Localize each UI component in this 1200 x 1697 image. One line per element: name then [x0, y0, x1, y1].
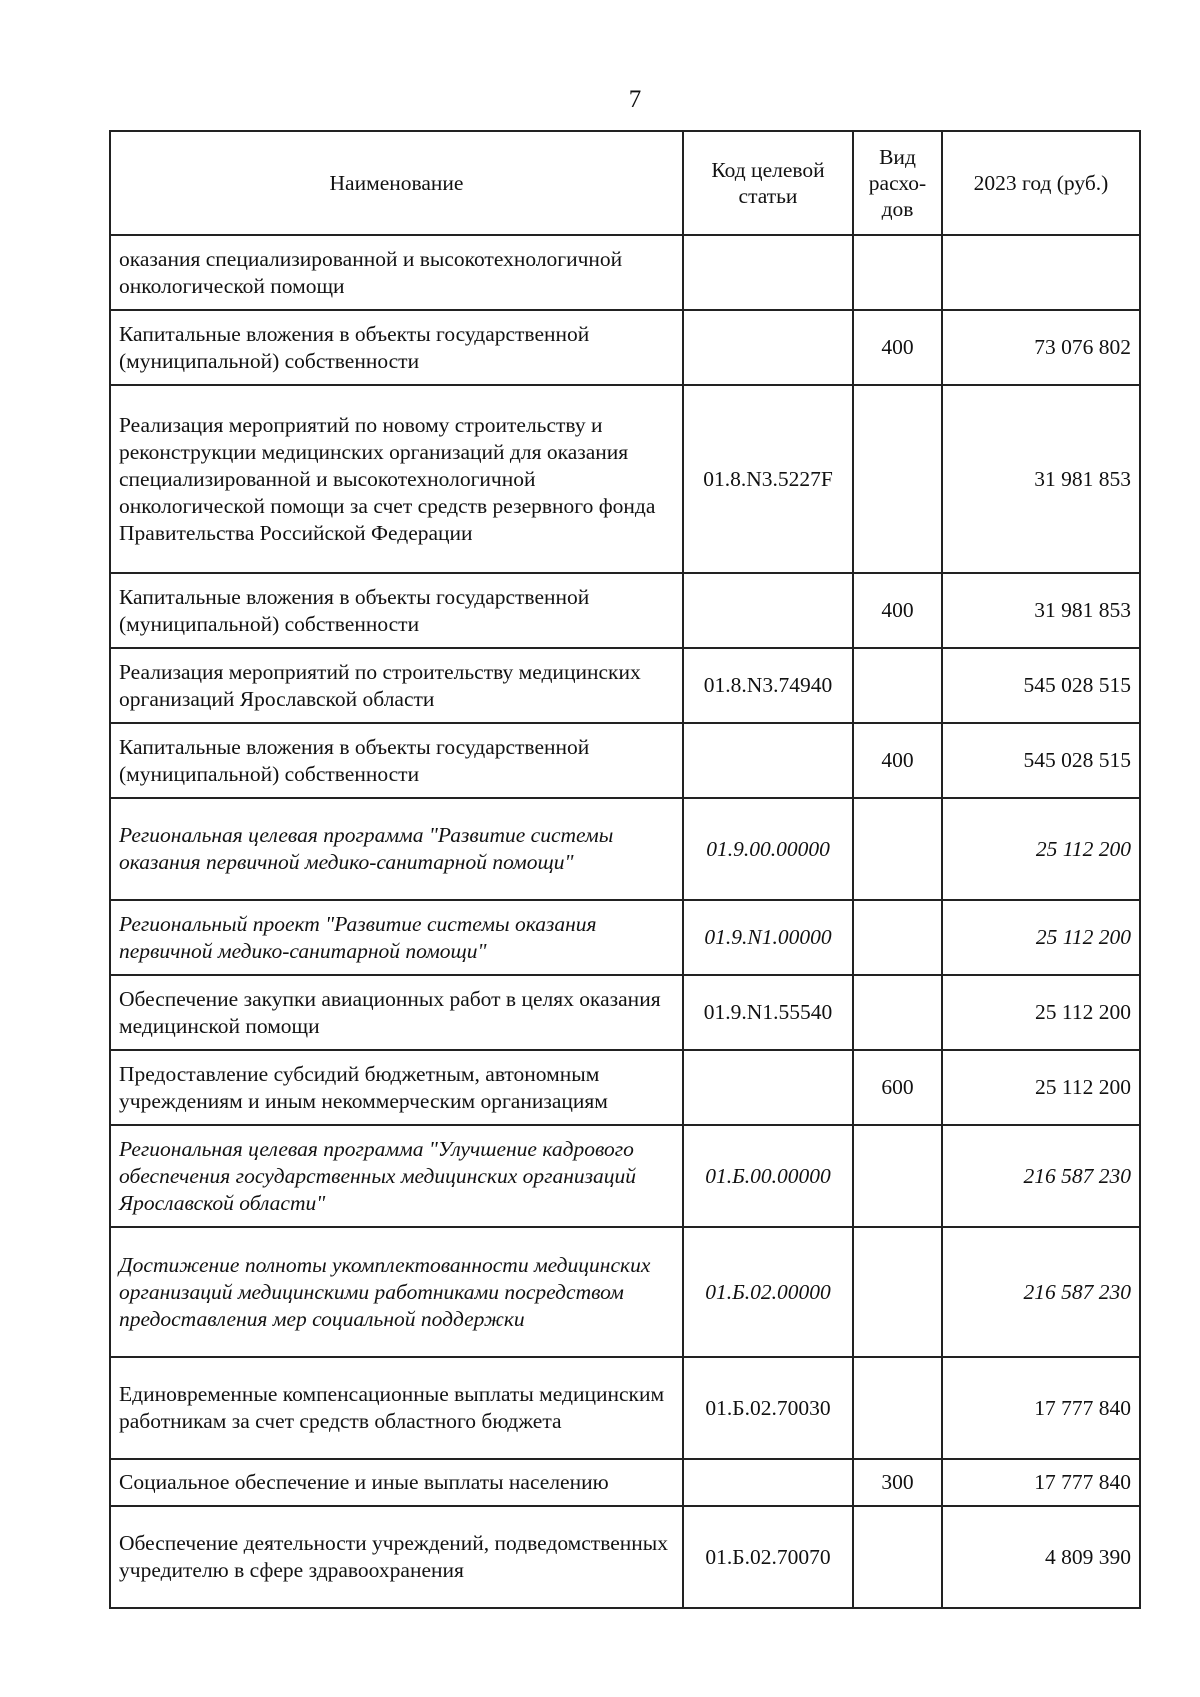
- row-sum: 4 809 390: [942, 1506, 1140, 1608]
- row-name: Региональный проект "Развитие системы оказания первичной медико-санитарной помощи": [110, 900, 683, 975]
- row-code: 01.9.N1.00000: [683, 900, 853, 975]
- row-sum: 25 112 200: [942, 798, 1140, 900]
- row-sum: 545 028 515: [942, 648, 1140, 723]
- row-code: [683, 573, 853, 648]
- row-code: [683, 723, 853, 798]
- table-row: [110, 975, 1140, 1050]
- row-kind: [853, 975, 942, 1050]
- row-kind: 400: [853, 573, 942, 648]
- row-sum: 25 112 200: [942, 1050, 1140, 1125]
- row-sum: 545 028 515: [942, 723, 1140, 798]
- row-code: [683, 310, 853, 385]
- row-kind: 400: [853, 723, 942, 798]
- row-code: 01.8.N3.74940: [683, 648, 853, 723]
- row-kind: 600: [853, 1050, 942, 1125]
- row-name: оказания специализированной и высокотехнологичной онкологической помощи: [110, 235, 683, 310]
- row-kind: [853, 648, 942, 723]
- row-code: 01.Б.02.70030: [683, 1357, 853, 1459]
- row-code: 01.9.00.00000: [683, 798, 853, 900]
- table-row: [110, 798, 1140, 900]
- table-header-row: [110, 131, 1140, 235]
- row-name: Реализация мероприятий по новому строительству и реконструкции медицинских организаций для оказания специализированной и высокотехнологичной онкологической помощи за счет средств резервного фонда Правительства Российской Федерации: [110, 385, 683, 573]
- row-name: Единовременные компенсационные выплаты медицинским работникам за счет средств областного бюджета: [110, 1357, 683, 1459]
- page-number: 7: [628, 86, 642, 113]
- row-sum: 25 112 200: [942, 975, 1140, 1050]
- table-row: [110, 1050, 1140, 1125]
- row-kind: [853, 798, 942, 900]
- table-row: [110, 1459, 1140, 1506]
- row-kind: [853, 1125, 942, 1227]
- row-name: Социальное обеспечение и иные выплаты населению: [110, 1459, 683, 1506]
- row-name: Региональная целевая программа "Улучшение кадрового обеспечения государственных медицинских организаций Ярославской области": [110, 1125, 683, 1227]
- row-kind: [853, 1227, 942, 1357]
- table-row: [110, 723, 1140, 798]
- row-sum: [942, 235, 1140, 310]
- row-code: 01.Б.02.70070: [683, 1506, 853, 1608]
- header-sum: 2023 год (руб.): [942, 131, 1140, 235]
- table-row: [110, 385, 1140, 573]
- row-sum: 17 777 840: [942, 1357, 1140, 1459]
- table-row: [110, 648, 1140, 723]
- row-sum: 31 981 853: [942, 573, 1140, 648]
- row-name: Реализация мероприятий по строительству медицинских организаций Ярославской области: [110, 648, 683, 723]
- row-sum: 216 587 230: [942, 1125, 1140, 1227]
- table-row: [110, 1357, 1140, 1459]
- table-row: [110, 1125, 1140, 1227]
- row-sum: 17 777 840: [942, 1459, 1140, 1506]
- table-row: [110, 1506, 1140, 1608]
- row-sum: 25 112 200: [942, 900, 1140, 975]
- row-name: Капитальные вложения в объекты государственной (муниципальной) собственности: [110, 723, 683, 798]
- row-sum: 216 587 230: [942, 1227, 1140, 1357]
- budget-table: [109, 130, 1141, 1609]
- row-code: 01.9.N1.55540: [683, 975, 853, 1050]
- row-name: Предоставление субсидий бюджетным, автономным учреждениям и иным некоммерческим организациям: [110, 1050, 683, 1125]
- row-sum: 31 981 853: [942, 385, 1140, 573]
- row-kind: 400: [853, 310, 942, 385]
- row-name: Обеспечение деятельности учреждений, подведомственных учредителю в сфере здравоохранения: [110, 1506, 683, 1608]
- table-row: [110, 235, 1140, 310]
- row-kind: 300: [853, 1459, 942, 1506]
- row-sum: 73 076 802: [942, 310, 1140, 385]
- row-code: 01.8.N3.5227F: [683, 385, 853, 573]
- row-code: [683, 235, 853, 310]
- row-name: Капитальные вложения в объекты государственной (муниципальной) собственности: [110, 310, 683, 385]
- row-code: 01.Б.00.00000: [683, 1125, 853, 1227]
- row-code: [683, 1050, 853, 1125]
- row-kind: [853, 900, 942, 975]
- header-code: Код целевой статьи: [683, 131, 853, 235]
- row-name: Региональная целевая программа "Развитие системы оказания первичной медико-санитарной помощи": [110, 798, 683, 900]
- row-kind: [853, 1357, 942, 1459]
- table-row: [110, 573, 1140, 648]
- row-kind: [853, 385, 942, 573]
- row-name: Капитальные вложения в объекты государственной (муниципальной) собственности: [110, 573, 683, 648]
- row-kind: [853, 235, 942, 310]
- header-name: Наименование: [110, 131, 683, 235]
- row-code: 01.Б.02.00000: [683, 1227, 853, 1357]
- table-row: [110, 1227, 1140, 1357]
- row-name: Достижение полноты укомплектованности медицинских организаций медицинскими работниками посредством предоставления мер социальной поддержки: [110, 1227, 683, 1357]
- table-row: [110, 900, 1140, 975]
- table-row: [110, 310, 1140, 385]
- row-kind: [853, 1506, 942, 1608]
- header-kind: Вид расхо-дов: [853, 131, 942, 235]
- row-name: Обеспечение закупки авиационных работ в целях оказания медицинской помощи: [110, 975, 683, 1050]
- row-code: [683, 1459, 853, 1506]
